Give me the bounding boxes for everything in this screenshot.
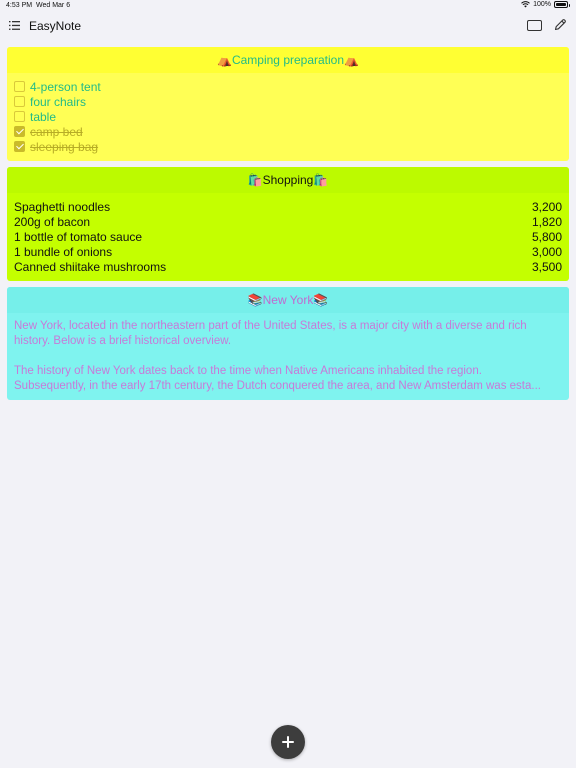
list-item xyxy=(14,229,562,244)
checklist-item[interactable] xyxy=(14,79,562,94)
app-title: EasyNote xyxy=(29,19,82,33)
item-name: Canned shiitake mushrooms xyxy=(14,259,167,274)
list-item xyxy=(14,199,562,214)
checklist-item-label: 4-person tent xyxy=(30,79,101,94)
checkbox-checked[interactable] xyxy=(14,141,25,152)
status-time: 4:53 PM xyxy=(6,2,33,9)
list-item xyxy=(14,259,562,274)
checklist-item[interactable] xyxy=(14,94,562,109)
item-name: Spaghetti noodles xyxy=(14,199,111,214)
checkbox[interactable] xyxy=(14,81,25,92)
checklist-item-label: camp bed xyxy=(30,124,83,139)
checkbox[interactable] xyxy=(14,96,25,107)
note-title: 🛍️Shopping🛍️ xyxy=(7,167,569,193)
navbar xyxy=(0,14,576,38)
item-name: 200g of bacon xyxy=(14,214,91,229)
battery-percent: 100% xyxy=(533,1,551,8)
checklist-item[interactable] xyxy=(14,109,562,124)
menu-icon[interactable] xyxy=(9,21,20,30)
item-price: 1,820 xyxy=(531,214,562,229)
checklist-item-label: four chairs xyxy=(30,94,87,109)
checklist-item[interactable] xyxy=(14,124,562,139)
checklist xyxy=(7,73,569,161)
wifi-icon xyxy=(521,1,530,8)
item-name: 1 bottle of tomato sauce xyxy=(14,229,143,244)
note-paragraph: Subsequently, in the early 17th century, the Dutch conquered the area, and New Amsterdam was esta... xyxy=(14,380,541,392)
item-price: 5,800 xyxy=(531,229,562,244)
item-price: 3,200 xyxy=(531,199,562,214)
shopping-list xyxy=(7,193,569,281)
sidebar-toggle-icon[interactable] xyxy=(527,20,542,31)
list-item xyxy=(14,244,562,259)
note-paragraph: The history of New York dates back to the time when Native Americans inhabited the region. xyxy=(14,365,482,377)
add-note-button[interactable] xyxy=(271,725,305,759)
checkbox-checked[interactable] xyxy=(14,126,25,137)
list-item xyxy=(14,214,562,229)
note-paragraph: New York, located in the northeastern part of the United States, is a major city with a diverse and rich history. Below is a brief historical overview. xyxy=(14,320,527,347)
note-card-camping[interactable] xyxy=(7,47,569,161)
checklist-item-label: sleeping bag xyxy=(30,139,99,154)
compose-icon[interactable] xyxy=(553,18,567,32)
checklist-item-label: table xyxy=(30,109,57,124)
checklist-item[interactable] xyxy=(14,139,562,154)
battery-icon xyxy=(554,1,568,8)
note-title: 📚New York📚 xyxy=(7,287,569,313)
status-right xyxy=(521,1,568,8)
status-date: Wed Mar 6 xyxy=(36,2,71,9)
item-name: 1 bundle of onions xyxy=(14,244,113,259)
status-bar xyxy=(0,0,576,12)
note-card-new-york[interactable] xyxy=(7,287,569,400)
item-price: 3,000 xyxy=(531,244,562,259)
item-price: 3,500 xyxy=(531,259,562,274)
plus-icon xyxy=(282,736,294,748)
note-title: ⛺Camping preparation⛺ xyxy=(7,47,569,73)
notes-list xyxy=(7,47,569,406)
note-body xyxy=(7,313,569,400)
note-card-shopping[interactable] xyxy=(7,167,569,281)
checkbox[interactable] xyxy=(14,111,25,122)
